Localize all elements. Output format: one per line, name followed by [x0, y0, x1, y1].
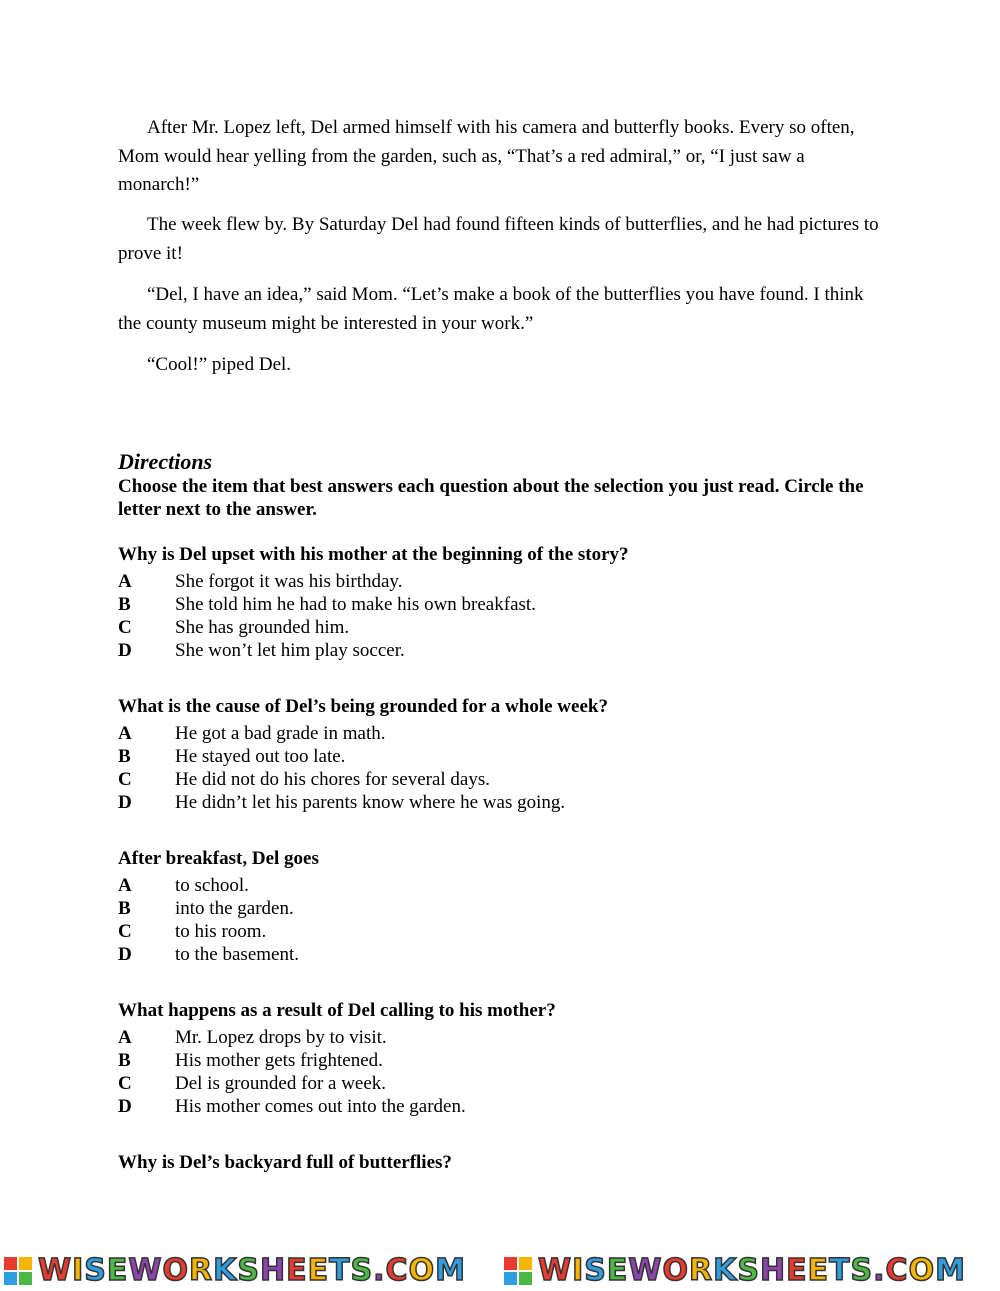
brand-watermark	[500, 1254, 1000, 1288]
option-text: He got a bad grade in math.	[175, 723, 386, 744]
story-paragraph: “Del, I have an idea,” said Mom. “Let’s make a book of the butterflies you have found. I think the county museum might be interested in your work.”	[118, 284, 864, 334]
question-2	[118, 695, 888, 814]
option-letter: D	[118, 792, 132, 813]
story-paragraph: The week flew by. By Saturday Del had found fifteen kinds of butterflies, and he had pictures to prove it!	[118, 214, 879, 264]
option-letter: B	[118, 594, 131, 615]
question-text: After breakfast, Del goes	[118, 848, 319, 869]
option-letter: C	[118, 921, 132, 942]
answer-option-c[interactable]	[118, 768, 888, 791]
answer-option-a[interactable]	[118, 874, 888, 897]
question-4	[118, 999, 888, 1118]
brand-text: WISEWORKSHEETS.COM	[38, 1253, 466, 1288]
directions-title: Directions	[118, 449, 213, 474]
story-paragraph: “Cool!” piped Del.	[147, 354, 292, 375]
option-text: She won’t let him play soccer.	[175, 640, 405, 661]
question-5	[118, 1151, 888, 1178]
option-letter: A	[118, 723, 132, 744]
option-letter: C	[118, 617, 132, 638]
answer-option-a[interactable]	[118, 1026, 888, 1049]
answer-option-a[interactable]	[118, 570, 888, 593]
answer-option-d[interactable]	[118, 943, 888, 966]
option-text: He did not do his chores for several days.	[175, 769, 491, 790]
option-letter: A	[118, 1027, 132, 1048]
answer-option-d[interactable]	[118, 1095, 888, 1118]
option-text: Del is grounded for a week.	[175, 1073, 387, 1094]
answer-option-a[interactable]	[118, 722, 888, 745]
option-letter: D	[118, 944, 132, 965]
option-text: His mother gets frightened.	[175, 1050, 383, 1071]
brand-watermark	[0, 1254, 500, 1288]
option-text: She forgot it was his birthday.	[175, 571, 403, 592]
directions-text: Choose the item that best answers each question about the selection you just read. Circle the letter next to the answer.	[118, 476, 864, 520]
option-text: to his room.	[175, 921, 267, 942]
option-letter: B	[118, 1050, 131, 1071]
answer-option-c[interactable]	[118, 920, 888, 943]
option-text: She told him he had to make his own breakfast.	[175, 594, 536, 615]
question-text: What happens as a result of Del calling to his mother?	[118, 1000, 556, 1021]
story-paragraph: After Mr. Lopez left, Del armed himself with his camera and butterfly books. Every so often, Mom would hear yelling from the garden, such as, “That’s a red admiral,” or, “I just saw a monarch!”	[118, 117, 855, 195]
question-text: Why is Del upset with his mother at the beginning of the story?	[118, 544, 629, 565]
answer-option-d[interactable]	[118, 791, 888, 814]
option-text: He didn’t let his parents know where he was going.	[175, 792, 566, 813]
option-text: He stayed out too late.	[175, 746, 346, 767]
option-letter: B	[118, 898, 131, 919]
answer-option-d[interactable]	[118, 639, 888, 662]
option-text: She has grounded him.	[175, 617, 350, 638]
option-text: to the basement.	[175, 944, 299, 965]
brand-text: WISEWORKSHEETS.COM	[538, 1253, 966, 1288]
question-text: What is the cause of Del’s being grounded for a whole week?	[118, 696, 608, 717]
option-letter: D	[118, 640, 132, 661]
option-letter: C	[118, 769, 132, 790]
option-text: to school.	[175, 875, 249, 896]
answer-option-c[interactable]	[118, 616, 888, 639]
wiseworksheets-logo-icon	[504, 1257, 532, 1285]
option-letter: D	[118, 1096, 132, 1117]
answer-option-b[interactable]	[118, 1049, 888, 1072]
footer-watermark	[0, 1254, 1000, 1288]
option-text: His mother comes out into the garden.	[175, 1096, 466, 1117]
option-text: Mr. Lopez drops by to visit.	[175, 1027, 387, 1048]
answer-option-b[interactable]	[118, 593, 888, 616]
option-letter: A	[118, 875, 132, 896]
option-letter: B	[118, 746, 131, 767]
answer-option-c[interactable]	[118, 1072, 888, 1095]
option-letter: C	[118, 1073, 132, 1094]
wiseworksheets-logo-icon	[4, 1257, 32, 1285]
question-3	[118, 847, 888, 966]
option-text: into the garden.	[175, 898, 294, 919]
answer-option-b[interactable]	[118, 745, 888, 768]
answer-option-b[interactable]	[118, 897, 888, 920]
question-text: Why is Del’s backyard full of butterflies?	[118, 1152, 452, 1173]
question-1	[118, 543, 888, 662]
option-letter: A	[118, 571, 132, 592]
